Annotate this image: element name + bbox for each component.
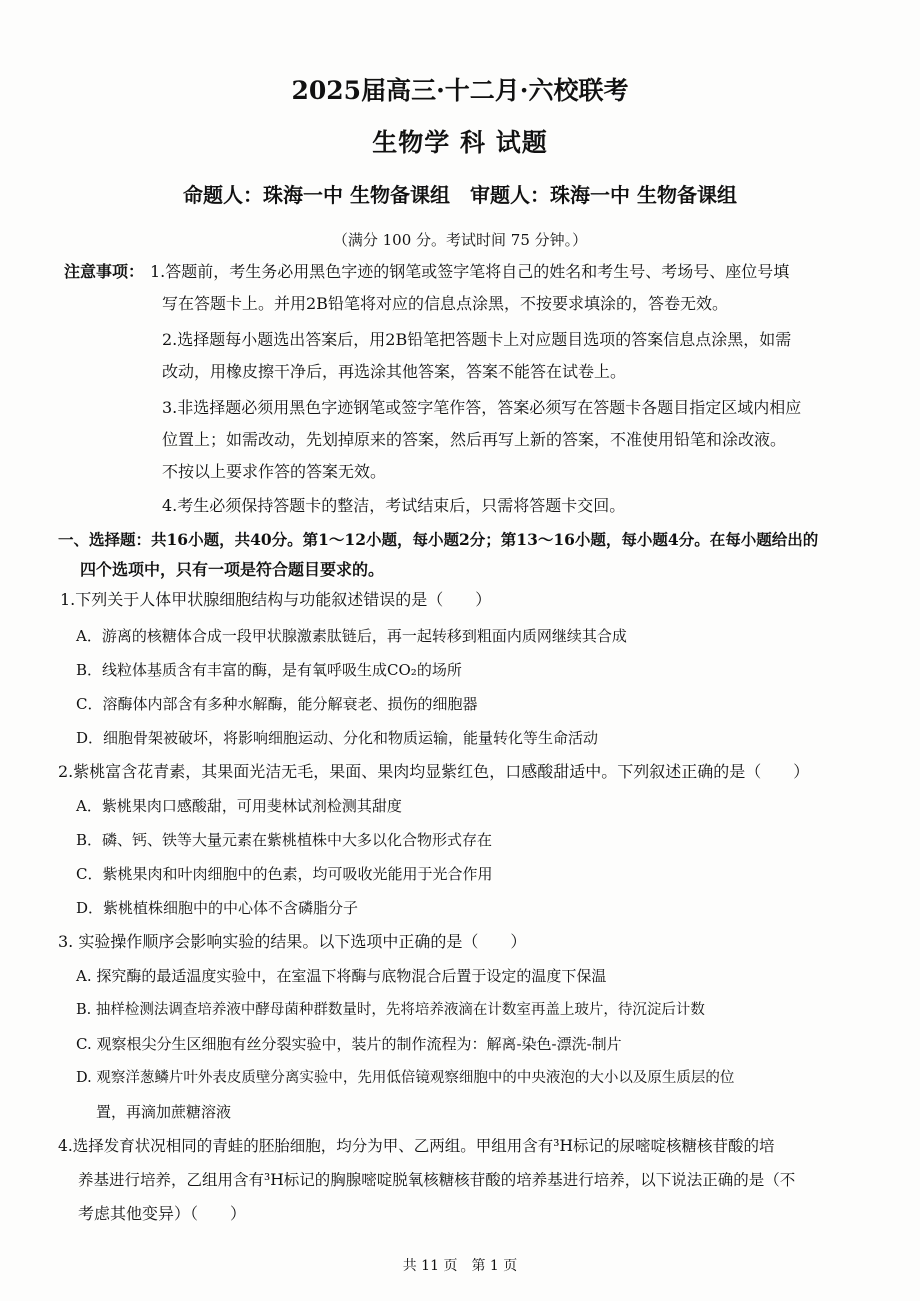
- section-heading-cont: 四个选项中，只有一项是符合题目要求的。: [80, 560, 385, 579]
- exam-subtitle: 生物学 科 试题: [372, 128, 548, 157]
- question-4-stem-cont: 考虑其他变异）（ ）: [78, 1204, 247, 1223]
- question-4-stem: 4.选择发育状况相同的青蛙的胚胎细胞，均分为甲、乙两组。甲组用含有³H标记的尿嘧啶核糖核苷酸的培: [58, 1137, 775, 1155]
- question-1-option-b: B．线粒体基质含有丰富的酶，是有氧呼吸生成CO₂的场所: [76, 661, 462, 679]
- page-footer: 共 11 页 第 1 页: [402, 1258, 518, 1274]
- question-1-stem: 1.下列关于人体甲状腺细胞结构与功能叙述错误的是（ ）: [60, 590, 492, 609]
- question-3-stem: 3. 实验操作顺序会影响实验的结果。以下选项中正确的是（ ）: [58, 932, 527, 951]
- question-3-option-c: C. 观察根尖分生区细胞有丝分裂实验中，装片的制作流程为：解离-染色-漂洗-制片: [76, 1035, 622, 1053]
- notice-item: 不按以上要求作答的答案无效。: [162, 462, 387, 481]
- notice-label: 注意事项：: [64, 262, 145, 281]
- question-3-option-d: D. 观察洋葱鳞片叶外表皮质壁分离实验中，先用低倍镜观察细胞中的中央液泡的大小以及原生质层的位: [76, 1070, 735, 1086]
- notice-item: 2.选择题每小题选出答案后，用2B铅笔把答题卡上对应题目选项的答案信息点涂黑，如需: [162, 330, 792, 349]
- question-2-option-c: C．紫桃果肉和叶肉细胞中的色素，均可吸收光能用于光合作用: [76, 865, 493, 883]
- notice-item: 改动，用橡皮擦干净后，再选涂其他答案，答案不能答在试卷上。: [162, 362, 627, 381]
- question-3-option-b: B. 抽样检测法调查培养液中酵母菌种群数量时，先将培养液滴在计数室再盖上玻片，待沉淀后计数: [76, 1002, 705, 1018]
- exam-meta: （满分 100 分。考试时间 75 分钟。）: [332, 231, 588, 249]
- section-heading: 一、选择题：共16小题，共40分。第1～12小题，每小题2分；第13～16小题，每小题4分。在每小题给出的: [58, 530, 819, 549]
- question-1-option-d: D．细胞骨架被破坏，将影响细胞运动、分化和物质运输，能量转化等生命活动: [76, 729, 599, 747]
- question-1-option-a: A．游离的核糖体合成一段甲状腺激素肽链后，再一起转移到粗面内质网继续其合成: [76, 627, 627, 645]
- question-2-option-b: B．磷、钙、铁等大量元素在紫桃植株中大多以化合物形式存在: [76, 831, 493, 849]
- question-2-option-a: A．紫桃果肉口感酸甜，可用斐林试剂检测其甜度: [76, 797, 402, 815]
- notice-item: 1.答题前，考生务必用黑色字迹的钢笔或签字笔将自己的姓名和考生号、考场号、座位号填: [150, 262, 790, 281]
- question-4-stem-cont: 养基进行培养，乙组用含有³H标记的胸腺嘧啶脱氧核糖核苷酸的培养基进行培养，以下说法正确的是（不: [78, 1171, 796, 1189]
- exam-title: 2025届高三·十二月·六校联考: [291, 76, 629, 105]
- question-3-option-a: A. 探究酶的最适温度实验中，在室温下将酶与底物混合后置于设定的温度下保温: [76, 967, 607, 985]
- notice-item: 3.非选择题必须用黑色字迹钢笔或签字笔作答，答案必须写在答题卡各题目指定区域内相应: [162, 398, 802, 417]
- authors-line: 命题人：珠海一中 生物备课组 审题人：珠海一中 生物备课组: [183, 183, 737, 207]
- question-3-option-d-cont: 置，再滴加蔗糖溶液: [96, 1103, 232, 1121]
- notice-item: 4.考生必须保持答题卡的整洁，考试结束后，只需将答题卡交回。: [162, 496, 626, 515]
- notice-item: 位置上；如需改动，先划掉原来的答案，然后再写上新的答案，不准使用铅笔和涂改液。: [162, 430, 787, 449]
- notice-item: 写在答题卡上。并用2B铅笔将对应的信息点涂黑，不按要求填涂的，答卷无效。: [162, 294, 728, 313]
- question-2-stem: 2.紫桃富含花青素，其果面光洁无毛，果面、果肉均显紫红色，口感酸甜适中。下列叙述正确的是（ ）: [58, 762, 810, 781]
- question-1-option-c: C．溶酶体内部含有多种水解酶，能分解衰老、损伤的细胞器: [76, 695, 478, 713]
- question-2-option-d: D．紫桃植株细胞中的中心体不含磷脂分子: [76, 899, 359, 917]
